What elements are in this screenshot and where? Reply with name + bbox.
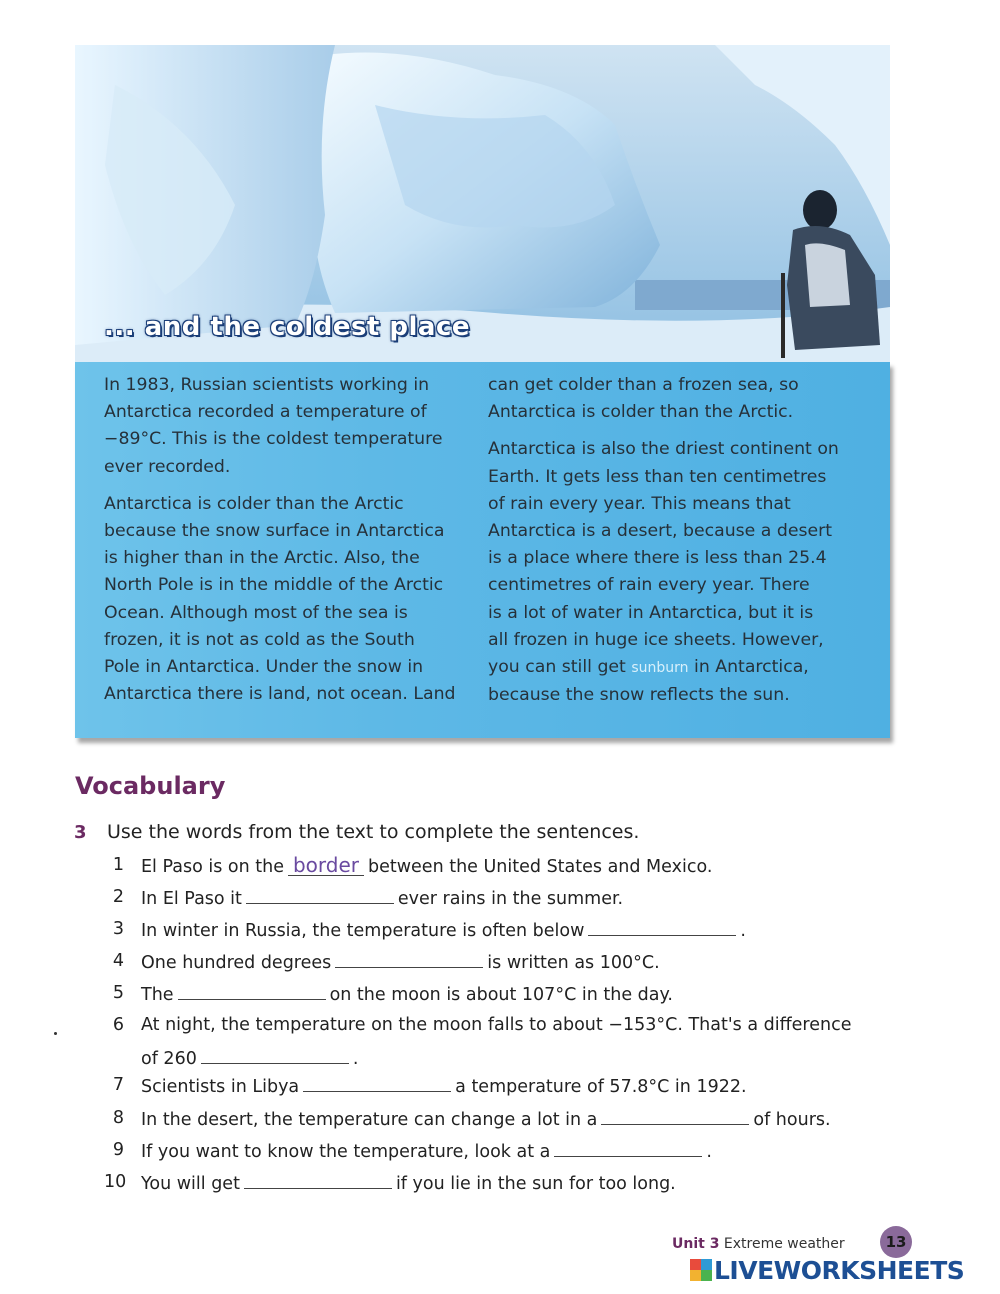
answer-blank[interactable]	[601, 1108, 749, 1125]
article-paragraph: In 1983, Russian scientists working in Antarctica recorded a temperature of −89°C. This is the coldest temperature ever recorded.	[104, 375, 443, 477]
item-text: In El Paso it	[141, 889, 242, 909]
vocabulary-heading: Vocabulary	[75, 772, 226, 800]
item-text: In the desert, the temperature can change a lot in a	[141, 1110, 598, 1130]
item-number: 3	[112, 919, 124, 939]
item-text: In winter in Russia, the temperature is often below	[141, 921, 585, 941]
item-number: 10	[104, 1172, 127, 1192]
unit-label: Unit 3	[672, 1236, 720, 1252]
stray-dot	[54, 1032, 57, 1035]
answer-blank[interactable]	[246, 887, 394, 904]
item-number: 9	[112, 1140, 124, 1160]
item-number: 2	[112, 887, 124, 907]
article-left-column	[104, 372, 469, 718]
answer-blank[interactable]	[244, 1172, 392, 1189]
brand-name: LIVEWORKSHEETS	[714, 1256, 965, 1285]
exercise-instruction: Use the words from the text to complete the sentences.	[107, 821, 640, 843]
article-panel	[75, 362, 890, 738]
text-fragment: in Antarctica,	[688, 657, 809, 678]
answer-blank[interactable]	[588, 919, 736, 936]
item-text: if you lie in the sun for too long.	[395, 1174, 676, 1194]
item-number: 4	[112, 951, 124, 971]
item-number: 6	[112, 1015, 124, 1035]
item-text: If you want to know the temperature, look at a	[141, 1142, 551, 1162]
article-final-line: because the snow reflects the sun.	[488, 685, 790, 706]
article-paragraph: Antarctica is colder than the Arctic because the snow surface in Antarctica is higher than in the Arctic. Also, the North Pole is in the middle of the Arctic Ocean. Although most of the sea is frozen, it is not as cold as the South Pole in Antarctica. Under the snow in Antarctica there is land, not ocean. Land	[104, 493, 456, 705]
page-number: 13	[880, 1226, 912, 1258]
item-text: of hours.	[753, 1110, 831, 1130]
item-number: 7	[112, 1075, 124, 1095]
item-text: You will get	[141, 1174, 240, 1194]
answer-blank[interactable]	[554, 1140, 702, 1157]
photo-title: ... and the coldest place	[104, 312, 471, 342]
answer-blank[interactable]	[201, 1047, 349, 1064]
item-text: a temperature of 57.8°C in 1922.	[455, 1077, 747, 1097]
unit-title: Extreme weather	[719, 1236, 845, 1252]
item-text: Scientists in Libya	[141, 1077, 300, 1097]
item-text: on the moon is about 107°C in the day.	[329, 985, 673, 1005]
liveworksheets-brand[interactable]	[690, 1256, 964, 1286]
item-text: .	[706, 1142, 712, 1162]
answer-field[interactable]: border	[288, 855, 364, 876]
item-text: ever rains in the summer.	[397, 889, 624, 909]
item-text: El Paso is on the	[141, 857, 284, 877]
liveworksheets-logo-icon	[690, 1259, 712, 1281]
article-right-column	[488, 372, 860, 709]
footer-unit	[672, 1236, 845, 1252]
item-number: 8	[112, 1108, 124, 1128]
sunburn-highlight: sunburn	[631, 660, 689, 677]
item-text: .	[740, 921, 746, 941]
answer-blank[interactable]	[303, 1075, 451, 1092]
article-last-line	[488, 654, 860, 682]
text-fragment: you can still get	[488, 657, 632, 678]
item-number: 5	[112, 983, 124, 1003]
item-text: is written as 100°C.	[487, 953, 660, 973]
exercise-number: 3	[74, 822, 87, 843]
item-text: At night, the temperature on the moon falls to about −153°C. That's a difference	[141, 1015, 852, 1035]
item-number: 1	[112, 855, 124, 875]
answer-blank[interactable]	[178, 983, 326, 1000]
item-text: One hundred degrees	[141, 953, 332, 973]
item-text: of 260	[141, 1049, 197, 1069]
item-text: .	[352, 1049, 359, 1069]
article-paragraph: can get colder than a frozen sea, so Antarctica is colder than the Arctic.	[488, 375, 799, 423]
article-paragraph: Antarctica is also the driest continent on Earth. It gets less than ten centimetres of rain every year. This means that Antarctica is a desert, because a desert is a place where there is less than 25.4 centimetres of rain every year. There is a lot of water in Antarctica, but it is all frozen in huge ice sheets. However,	[488, 439, 839, 650]
answer-blank[interactable]	[335, 951, 483, 968]
item-text: between the United States and Mexico.	[367, 857, 713, 877]
item-text: The	[141, 985, 174, 1005]
